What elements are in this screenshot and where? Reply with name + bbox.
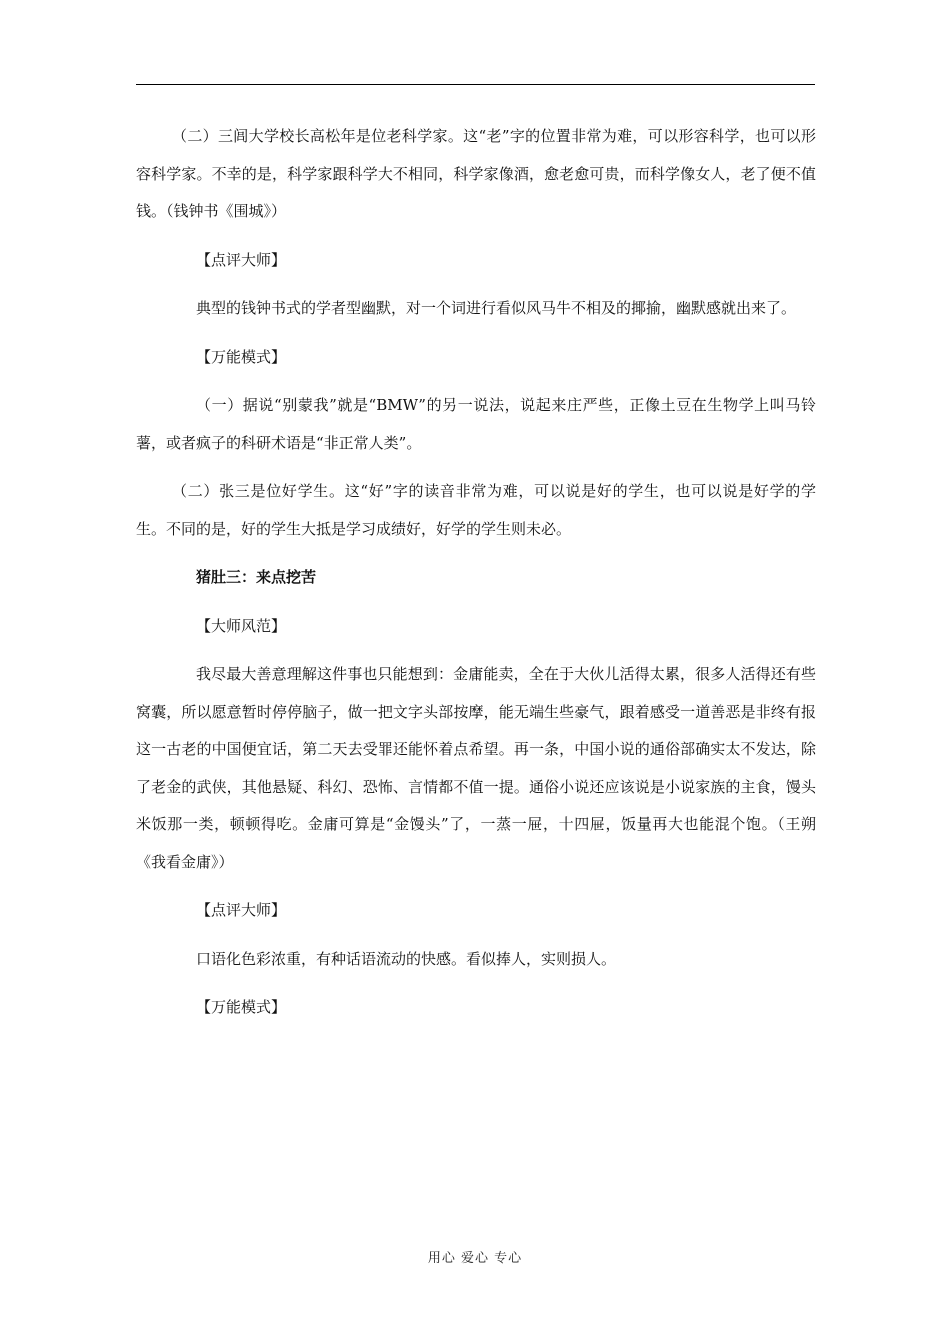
section-heading-sarcasm: 猪肚三：来点挖苦 [196, 568, 317, 586]
page-footer: 用心 爱心 专心 [427, 1251, 523, 1266]
section-label-review: 【点评大师】 [196, 250, 287, 269]
paragraph-review-qian: 典型的钱钟书式的学者型幽默，对一个词进行看似风马牛不相及的揶揄，幽默感就出来了。 [196, 299, 797, 317]
section-label-review-2: 【点评大师】 [196, 901, 287, 919]
paragraph-sanlv-university: （二）三闾大学校长高松年是位老科学家。这“老”字的位置非常为难，可以形容科学，也可以形容科学家。不幸的是，科学家跟科学大不相同，科学家像酒，愈老愈可贵，而科学像女人，老了便不值钱。（钱钟书《围城》） [136, 127, 816, 220]
section-label-master-style: 【大师风范】 [196, 616, 287, 635]
header-rule [136, 84, 815, 85]
paragraph-jinyong: 我尽最大善意理解这件事也只能想到：金庸能卖，全在于大伙儿活得太累，很多人活得还有些窝囊，所以愿意暂时停停脑子，做一把文字头部按摩，能无端生些豪气，跟着感受一道善恶是非终有报这一古老的中国便宜话，第二天去受罪还能怀着点希望。再一条，中国小说的通俗部确实太不发达，除了老金的武侠，其他悬疑、科幻、恐怖、言情都不值一提。通俗小说还应该说是小说家族的主食，馒头米饭那一类，顿顿得吃。金庸可算是“金馒头”了，一蒸一屉，十四屉，饭量再大也能混个饱。（王朔《我看金庸》） [136, 665, 816, 871]
section-label-universal-mode-2: 【万能模式】 [196, 998, 287, 1016]
document-body [136, 118, 816, 1027]
section-label-universal-mode: 【万能模式】 [196, 347, 287, 366]
paragraph-bmw: （一）据说“别蒙我”就是“BMW”的另一说法，说起来庄严些，正像土豆在生物学上叫马铃薯，或者疯子的科研术语是“非正常人类”。 [136, 396, 816, 452]
paragraph-review-wangshuo: 口语化色彩浓重，有种话语流动的快感。看似捧人，实则损人。 [196, 949, 617, 968]
paragraph-zhangsan: （二）张三是位好学生。这“好”字的读音非常为难，可以说是好的学生，也可以说是好学的学生。不同的是，好的学生大抵是学习成绩好，好学的学生则未必。 [136, 482, 816, 538]
